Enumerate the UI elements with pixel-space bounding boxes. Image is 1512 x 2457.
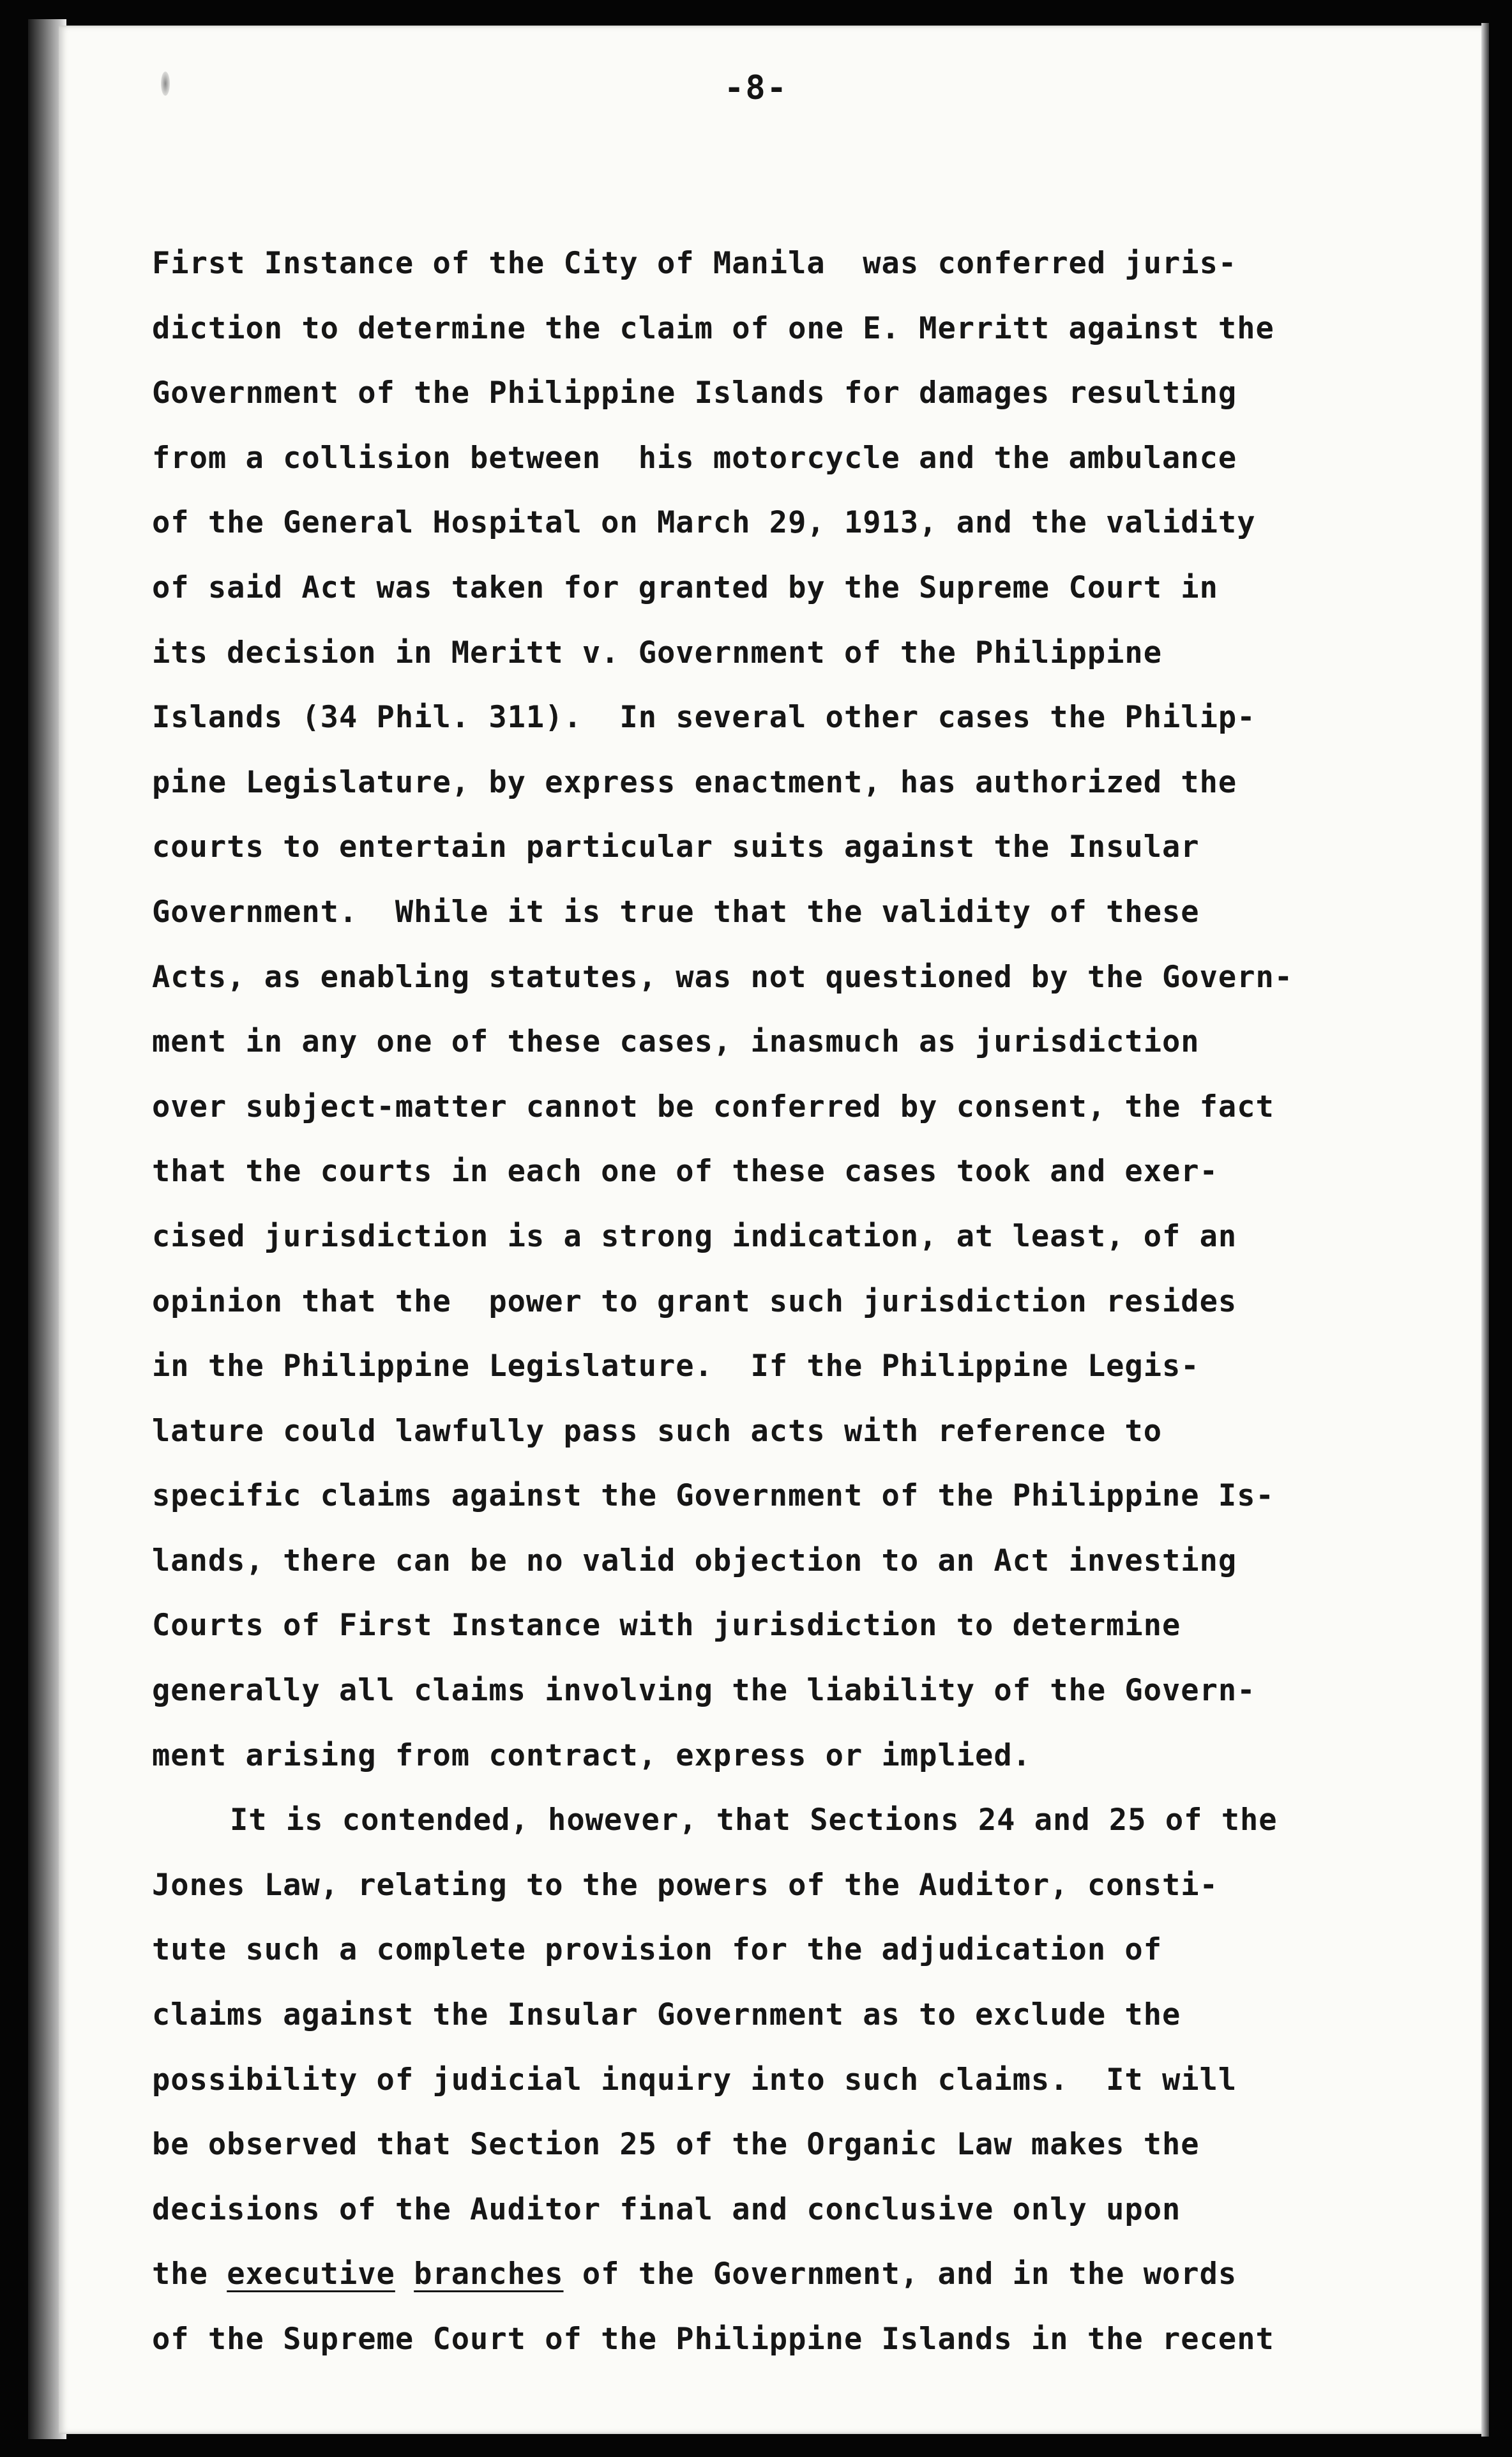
underlined-word-branches: branches (414, 2257, 564, 2292)
text-line: Government. While it is true that the validity of these (152, 894, 1200, 930)
text-line: diction to determine the claim of one E. Merritt against the (152, 310, 1274, 346)
text-line: lands, there can be no valid objection to an Act investing (152, 1543, 1237, 1578)
text-line: decisions of the Auditor final and conclusive only upon (152, 2191, 1181, 2227)
text-line: Government of the Philippine Islands for damages resulting (152, 375, 1237, 411)
document-body (152, 231, 1365, 2372)
text-line: its decision in Meritt v. Government of the Philippine (152, 635, 1163, 670)
text-line: specific claims against the Government of the Philippine Is- (152, 1478, 1274, 1514)
text-line-with-underline (152, 2242, 1365, 2307)
underlined-word-executive: executive (227, 2257, 395, 2292)
text-segment: the (152, 2257, 227, 2292)
text-line: of the General Hospital on March 29, 1913, and the validity (152, 505, 1256, 541)
text-line: generally all claims involving the liability of the Govern- (152, 1673, 1256, 1709)
text-line: in the Philippine Legislature. If the Philippine Legis- (152, 1349, 1200, 1384)
text-line: courts to entertain particular suits against the Insular (152, 829, 1200, 865)
text-line: be observed that Section 25 of the Organic Law makes the (152, 2127, 1200, 2163)
text-line: claims against the Insular Government as to exclude the (152, 1997, 1181, 2033)
text-line: ment arising from contract, express or implied. (152, 1737, 1031, 1773)
paragraph-start-line: It is contended, however, that Sections 24 and 25 of the (230, 1803, 1278, 1838)
text-line: over subject-matter cannot be conferred by consent, the fact (152, 1089, 1274, 1124)
page-right-edge (1481, 23, 1489, 2437)
text-line: Acts, as enabling statutes, was not questioned by the Govern- (152, 959, 1294, 995)
text-line: lature could lawfully pass such acts with reference to (152, 1413, 1163, 1449)
text-line: that the courts in each one of these cases took and exer- (152, 1154, 1218, 1190)
text-line: Jones Law, relating to the powers of the Auditor, consti- (152, 1867, 1218, 1903)
text-line: possibility of judicial inquiry into such claims. It will (152, 2062, 1237, 2098)
text-line: Islands (34 Phil. 311). In several other cases the Philip- (152, 700, 1256, 736)
text-line: of the Supreme Court of the Philippine Islands in the recent (152, 2322, 1274, 2357)
text-line: tute such a complete provision for the adjudication of (152, 1932, 1163, 1968)
text-line: ment in any one of these cases, inasmuch as jurisdiction (152, 1024, 1200, 1060)
text-segment (395, 2257, 414, 2292)
text-line: of said Act was taken for granted by the Supreme Court in (152, 570, 1218, 605)
page-number: -8- (724, 69, 788, 107)
text-line: First Instance of the City of Manila was conferred juris- (152, 246, 1237, 281)
text-segment: of the Government, and in the words (563, 2257, 1237, 2292)
text-line: Courts of First Instance with jurisdiction to determine (152, 1608, 1181, 1644)
text-line: pine Legislature, by express enactment, has authorized the (152, 764, 1237, 800)
text-line: cised jurisdiction is a strong indication, at least, of an (152, 1218, 1237, 1254)
text-line: from a collision between his motorcycle and the ambulance (152, 440, 1237, 476)
text-line: opinion that the power to grant such jurisdiction resides (152, 1283, 1237, 1319)
